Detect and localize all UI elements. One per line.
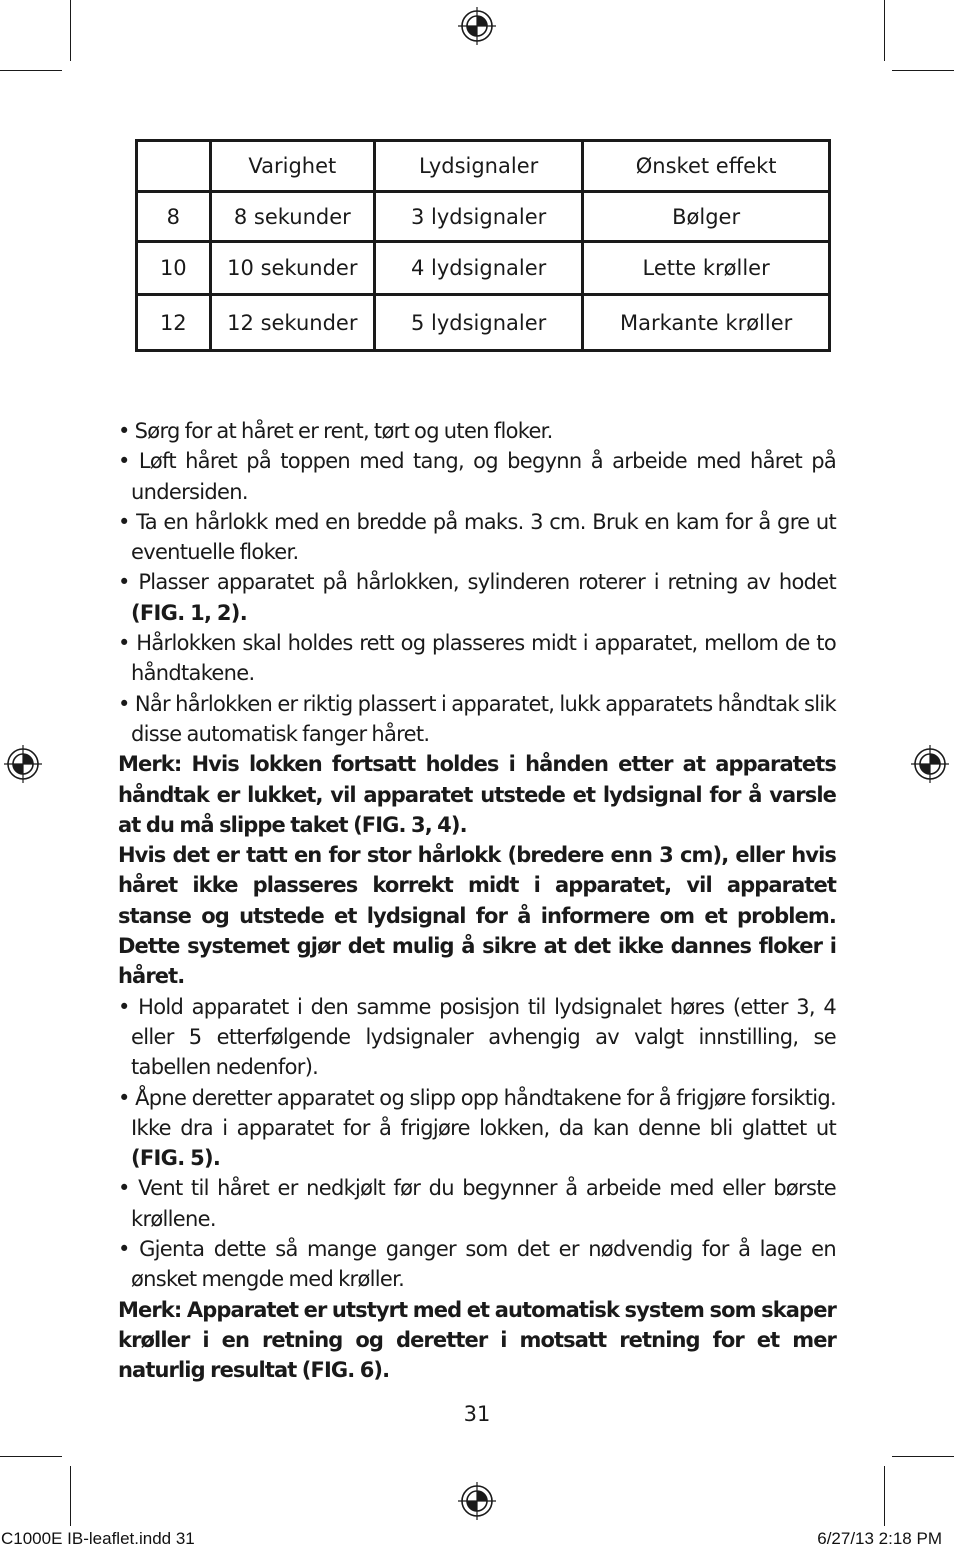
crop-mark-icon — [0, 70, 62, 71]
settings-table — [135, 139, 831, 352]
crop-mark-icon — [0, 1456, 62, 1457]
table-header-cell: Ønsket effekt — [583, 141, 830, 192]
table-cell: 12 — [137, 295, 211, 351]
crop-mark-icon — [892, 70, 954, 71]
table-cell: Bølger — [583, 192, 830, 242]
table-cell: 4 lydsignaler — [375, 242, 583, 295]
table-cell: 5 lydsignaler — [375, 295, 583, 351]
registration-mark-icon — [458, 1482, 496, 1520]
table-cell: 12 sekunder — [210, 295, 374, 351]
table-cell: 8 sekunder — [210, 192, 374, 242]
note-paragraph: Merk: Apparatet er utstyrt med et automatisk system som skaper krøller i en retning og deretter i motsatt retning for et mer naturlig resultat (FIG. 6). — [118, 1297, 836, 1383]
registration-mark-icon — [458, 7, 496, 45]
table-cell: Lette krøller — [583, 242, 830, 295]
page-number: 31 — [463, 1402, 491, 1426]
note-paragraph: Hvis det er tatt en for stor hårlokk (bredere enn 3 cm), eller hvis håret ikke plasseres korrekt midt i apparatet, vil apparatet stanse og utstede et lydsignal for å informere om et problem. Dette systemet gjør det mulig å sikre at det ikke dannes floker i håret. — [118, 843, 836, 989]
table-row — [137, 242, 830, 295]
figure-reference: (FIG. 5). — [131, 1146, 221, 1171]
print-slug-datetime: 6/27/13 2:18 PM — [817, 1529, 942, 1548]
table-cell: Markante krøller — [583, 295, 830, 351]
crop-mark-icon — [70, 1466, 71, 1526]
crop-mark-icon — [884, 0, 885, 61]
crop-mark-icon — [70, 0, 71, 61]
table-row — [137, 295, 830, 351]
table-header-cell: Lydsignaler — [375, 141, 583, 192]
bullet-item: • Ta en hårlokk med en bredde på maks. 3 cm. Bruk en kam for å gre ut eventuelle floker. — [118, 509, 836, 565]
crop-mark-icon — [884, 1466, 885, 1526]
bullet-item: • Løft håret på toppen med tang, og begynn å arbeide med håret på undersiden. — [118, 449, 836, 504]
bullet-item — [118, 567, 836, 628]
figure-reference: (FIG. 1, 2). — [131, 600, 247, 625]
table-row — [137, 192, 830, 242]
note-paragraph: Merk: Hvis lokken fortsatt holdes i hånden etter at apparatets håndtak er lukket, vil apparatet utstede et lydsignal for å varsle at du må slippe taket (FIG. 3, 4). — [118, 752, 836, 837]
table-cell: 3 lydsignaler — [375, 192, 583, 242]
bullet-text: • Plasser apparatet på hårlokken, sylinderen roterer i retning av hodet — [118, 570, 836, 595]
bullet-text: • Åpne deretter apparatet og slipp opp håndtakene for å frigjøre forsiktig. Ikke dra i apparatet for å frigjøre lokken, da kan denne bli glattet ut — [118, 1085, 836, 1140]
bullet-item: • Hårlokken skal holdes rett og plasseres midt i apparatet, mellom de to håndtakene. — [118, 631, 836, 686]
table-cell: 8 — [137, 192, 211, 242]
registration-mark-icon — [911, 745, 949, 783]
bullet-item: • Gjenta dette så mange ganger som det er nødvendig for å lage en ønsket mengde med krøller. — [118, 1237, 836, 1292]
table-header-cell: Varighet — [210, 141, 374, 192]
bullet-item: • Hold apparatet i den samme posisjon til lydsignalet høres (etter 3, 4 eller 5 etterfølgende lydsignaler avhengig av valgt innstilling, se tabellen nedenfor). — [118, 994, 836, 1080]
print-slug-filename: C1000E IB-leaflet.indd 31 — [1, 1529, 195, 1548]
bullet-item: • Vent til håret er nedkjølt før du begynner å arbeide med eller børste krøllene. — [118, 1176, 836, 1231]
table-header-row — [137, 141, 830, 192]
table-cell: 10 — [137, 242, 211, 295]
bullet-item: • Når hårlokken er riktig plassert i apparatet, lukk apparatets håndtak slik disse automatisk fanger håret. — [118, 691, 836, 746]
bullet-item: • Sørg for at håret er rent, tørt og uten floker. — [118, 419, 553, 443]
bullet-item — [118, 1083, 836, 1174]
instructions-body — [118, 416, 836, 1386]
table-header-cell — [137, 141, 211, 192]
registration-mark-icon — [4, 745, 42, 783]
crop-mark-icon — [892, 1456, 954, 1457]
table-cell: 10 sekunder — [210, 242, 374, 295]
